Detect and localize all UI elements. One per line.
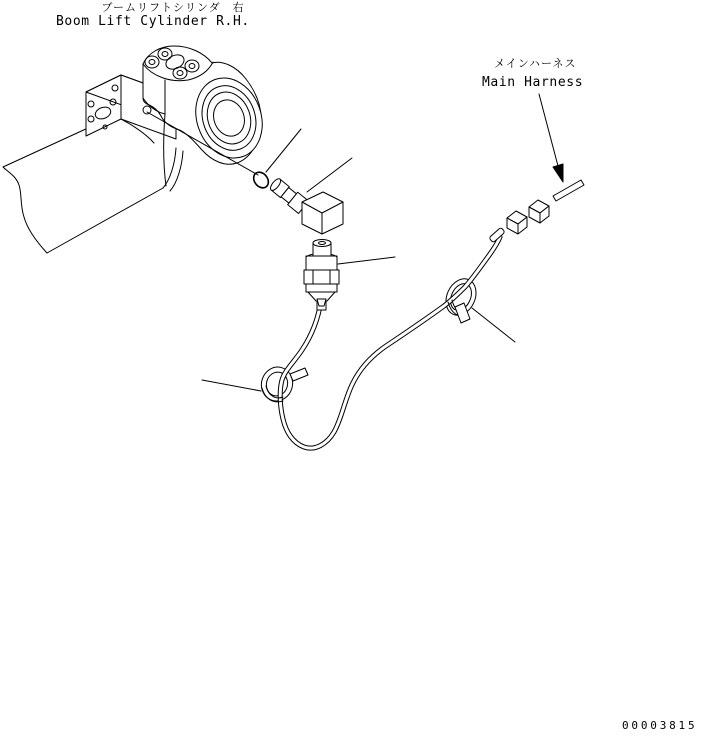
leader-elbow [307, 158, 352, 192]
leader-oring [266, 129, 301, 172]
cylinder-barrel [3, 128, 183, 253]
pressure-sensor [304, 240, 339, 311]
clamp-tab [455, 303, 470, 323]
title-english: Boom Lift Cylinder R.H. [56, 14, 250, 29]
main-harness-label-en: Main Harness [482, 75, 584, 90]
main-harness-arrow [539, 94, 563, 182]
clamp-tab [290, 368, 308, 381]
main-harness-label-jp: メインハーネス [494, 57, 577, 70]
wire-connector-small [529, 200, 549, 223]
wire-clamp-right-front [448, 300, 470, 323]
leader-clamp-right [472, 308, 515, 342]
elbow-connector-plug [268, 176, 343, 234]
title-japanese: ブームリフトシリンダ 右 [101, 1, 245, 14]
break-line [3, 167, 47, 253]
drawing-number: 00003815 [622, 719, 698, 732]
leader-clamp-left [202, 380, 261, 391]
leader-sensor [338, 257, 395, 264]
main-harness-end [553, 180, 584, 201]
sensor-hex-nut [304, 270, 339, 284]
wire-connector-large [507, 211, 527, 234]
